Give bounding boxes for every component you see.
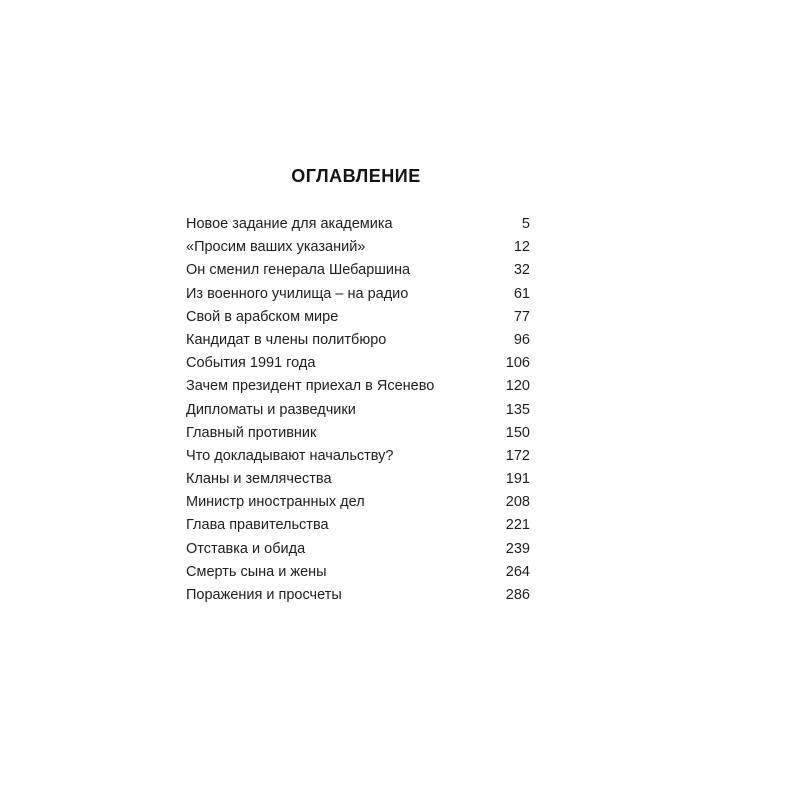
toc-entry-page-number: 221 <box>505 517 530 534</box>
toc-entry-page-number: 208 <box>505 494 530 511</box>
toc-entry-title: Министр иностранных дел <box>186 494 365 511</box>
toc-entry <box>186 514 530 537</box>
toc-entry-title: Из военного училища – на радио <box>186 285 409 302</box>
toc-list <box>186 213 530 607</box>
toc-entry-page-number: 12 <box>513 239 530 256</box>
toc-entry <box>186 329 530 352</box>
toc-entry-page-number: 96 <box>513 331 530 348</box>
toc-heading: ОГЛАВЛЕНИЕ <box>291 166 421 186</box>
toc-entry <box>186 445 530 468</box>
toc-entry-page-number: 172 <box>505 447 530 464</box>
toc-entry-page-number: 264 <box>505 563 530 580</box>
toc-entry-page-number: 150 <box>505 424 530 441</box>
toc-entry <box>186 422 530 445</box>
toc-entry-title: Зачем президент приехал в Ясенево <box>186 378 435 395</box>
toc-entry <box>186 468 530 491</box>
toc-entry <box>186 283 530 306</box>
toc-entry <box>186 259 530 282</box>
toc-entry-title: События 1991 года <box>186 355 316 372</box>
toc-entry <box>186 236 530 259</box>
toc-entry-title: Дипломаты и разведчики <box>186 401 356 418</box>
toc-entry-title: Свой в арабском мире <box>186 308 339 325</box>
toc-entry-title: Что докладывают начальству? <box>186 447 394 464</box>
toc-entry-title: Поражения и просчеты <box>186 587 342 603</box>
toc-entry <box>186 584 530 607</box>
toc-entry <box>186 306 530 329</box>
toc-entry-title: Смерть сына и жены <box>186 563 327 580</box>
toc-entry-page-number: 5 <box>521 216 530 232</box>
toc-entry-title: Он сменил генерала Шебаршина <box>186 262 411 279</box>
toc-entry <box>186 375 530 398</box>
toc-entry <box>186 399 530 422</box>
toc-entry-title: Кланы и землячества <box>186 471 332 488</box>
toc-entry-title: Главный противник <box>186 424 317 441</box>
toc-entry-page-number: 286 <box>505 587 530 603</box>
toc-entry-page-number: 239 <box>505 540 530 557</box>
toc-entry <box>186 352 530 375</box>
toc-entry-page-number: 135 <box>505 401 530 418</box>
toc-entry <box>186 213 530 236</box>
toc-entry-page-number: 106 <box>505 355 530 372</box>
toc-entry <box>186 538 530 561</box>
toc-entry-title: «Просим ваших указаний» <box>186 239 366 256</box>
toc-entry-title: Новое задание для академика <box>186 216 393 232</box>
toc-entry-title: Глава правительства <box>186 517 329 534</box>
toc-entry-title: Отставка и обида <box>186 540 306 557</box>
toc-entry <box>186 561 530 584</box>
toc-entry-page-number: 32 <box>513 262 530 279</box>
toc-entry-page-number: 61 <box>513 285 530 302</box>
toc-entry-page-number: 77 <box>513 308 530 325</box>
toc-entry-page-number: 120 <box>505 378 530 395</box>
toc-entry-page-number: 191 <box>505 471 530 488</box>
toc-entry-title: Кандидат в члены политбюро <box>186 331 387 348</box>
toc-entry <box>186 491 530 514</box>
